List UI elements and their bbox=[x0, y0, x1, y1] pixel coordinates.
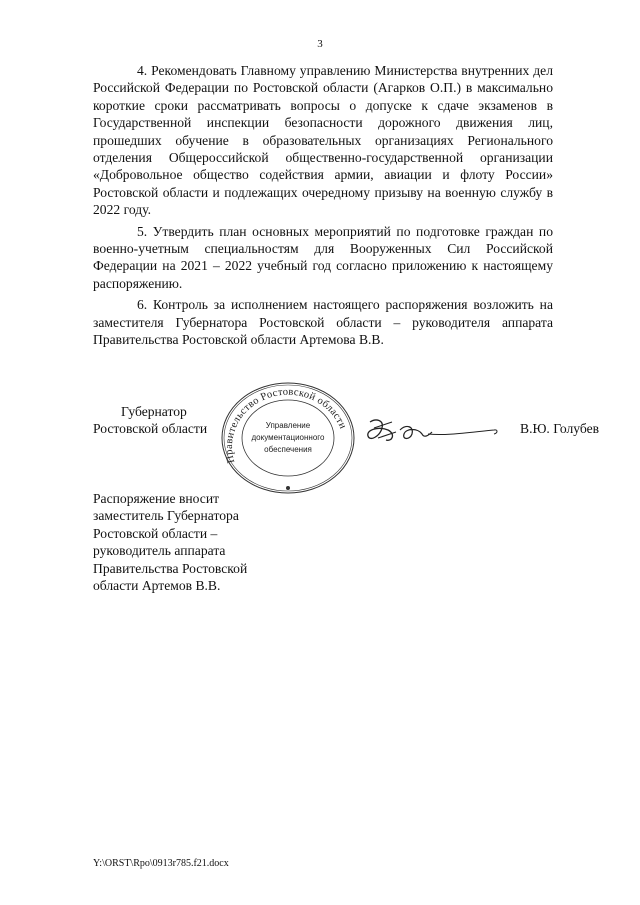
paragraph-6: 6. Контроль за исполнением настоящего распоряжения возложить на заместителя Губернатора Ростовской области – руководителя аппарата Правительства Ростовской области Артемова В.В. bbox=[93, 297, 553, 348]
official-seal bbox=[218, 380, 358, 496]
seal-ring-text: Правительство Ростовской области bbox=[223, 386, 349, 465]
page-number: 3 bbox=[317, 38, 323, 50]
introduced-line: руководитель аппарата bbox=[93, 543, 226, 559]
seal-center-line1: Управление bbox=[265, 421, 311, 430]
introduced-line: Ростовской области – bbox=[93, 525, 218, 541]
signatory-name: В.Ю. Голубев bbox=[520, 421, 600, 436]
signatory-title bbox=[93, 403, 207, 438]
seal-center-line2: документационного bbox=[251, 433, 325, 442]
document-body bbox=[93, 62, 553, 353]
introduced-line: Распоряжение вносит bbox=[93, 491, 220, 506]
introduced-line: заместитель Губернатора bbox=[93, 508, 239, 524]
seal-center-line3: обеспечения bbox=[264, 445, 312, 454]
signatory-title-line1: Губернатор bbox=[121, 404, 187, 419]
handwritten-signature bbox=[362, 408, 500, 454]
paragraph-5: 5. Утвердить план основных мероприятий по подготовке граждан по военно-учетным специальностям для Вооруженных Сил Российской Федерации на 2021 – 2022 учебный год согласно приложению к настоящему распоряжению. bbox=[93, 223, 553, 291]
introduced-line: области Артемов В.В. bbox=[93, 578, 221, 594]
introduced-line: Правительства Ростовской bbox=[93, 560, 248, 576]
signatory-title-line2: Ростовской области bbox=[93, 421, 208, 437]
introduced-by-block bbox=[93, 490, 293, 594]
file-path-footer: Y:\ORST\Rpo\0913r785.f21.docx bbox=[93, 858, 229, 869]
paragraph-4: 4. Рекомендовать Главному управлению Министерства внутренних дел Российской Федерации по Ростовской области (Агарков О.П.) в максимально короткие сроки рассматривать вопросы о допуске к сдаче экзаменов в Государственной инспекции безопасности дорожного движения лиц, прошедших обучение в образовательных организациях Регионального отделения Общероссийской общественно-государственной организации «Добровольное общество содействия армии, авиации и флоту России» Ростовской области и подлежащих очередному призыву на военную службу в 2022 году. bbox=[93, 63, 553, 218]
